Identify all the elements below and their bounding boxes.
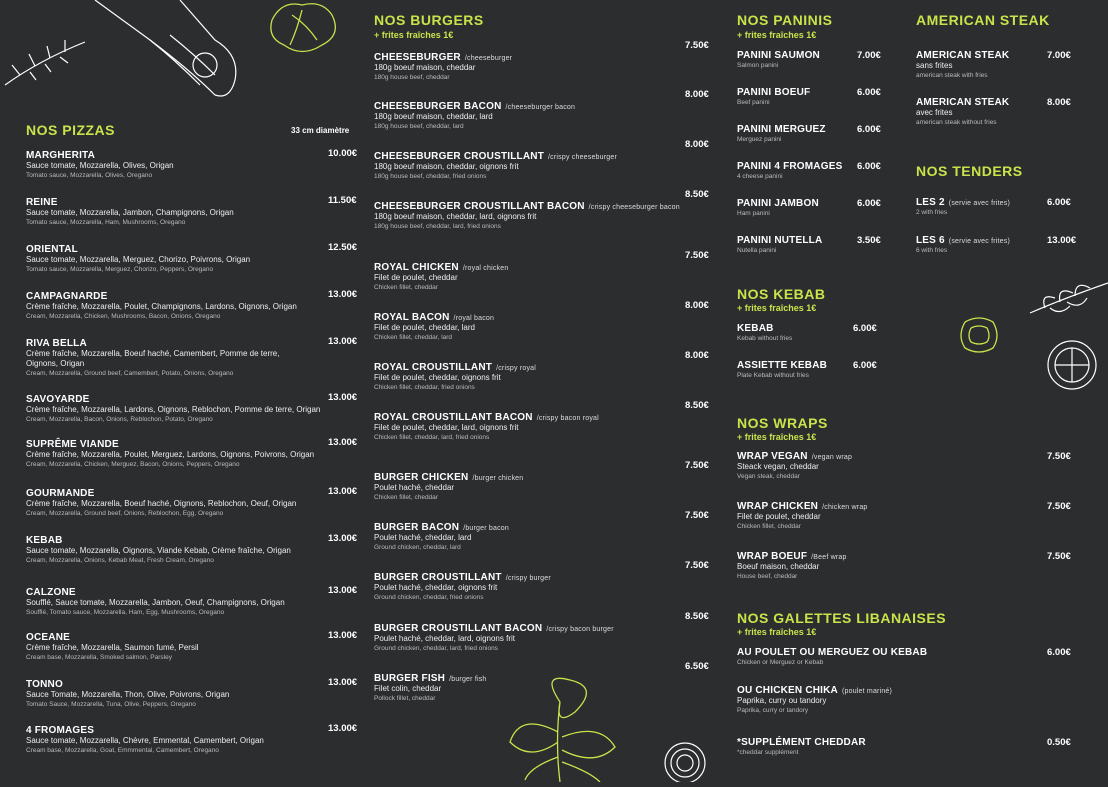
item-description-en: 180g house beef, cheddar, fried onions [374,173,487,180]
item-description: 180g boeuf maison, cheddar, oignons frit [374,162,519,171]
item-description-en: Cream, Mozzarella, Bacon, Onions, Reblochon, Potato, Oregano [26,416,213,423]
wrap-illustration [0,0,250,110]
menu-item [737,124,887,144]
item-description-en: 4 cheese panini [737,173,783,180]
item-description-en: Ground chicken, cheddar, lard, fried onions [374,645,498,652]
item-name: BURGER CROUSTILLANT /crispy burger [374,572,551,583]
item-description-en: Tomato sauce, Mozzarella, Ham, Mushrooms, Oregano [26,219,186,226]
item-price: 13.00€ [328,437,358,448]
item-name: AMERICAN STEAK [916,97,1010,108]
item-price: 7.50€ [1047,501,1071,512]
item-price: 13.00€ [328,677,358,688]
item-description: Crème fraîche, Mozzarella, Lardons, Oignons, Reblochon, Pomme de terre, Origan [26,405,321,414]
item-description: Crème fraîche, Mozzarella, Boeuf haché, Camembert, Pomme de terre, [26,349,280,358]
menu-item [374,510,716,552]
item-name: PANINI 4 FROMAGES [737,161,843,172]
item-price: 7.00€ [1047,50,1071,61]
item-description-en: 6 with fries [916,247,948,254]
item-description: Crème fraîche, Mozzarella, Boeuf haché, Oignons, Reblochon, Oeuf, Origan [26,499,297,508]
galettes-subtitle: + frites fraîches 1€ [737,627,817,637]
item-name: MARGHERITA [26,150,96,161]
item-name: GOURMANDE [26,488,95,499]
item-price: 13.00€ [328,533,358,544]
item-description-en: Salmon panini [737,62,779,69]
item-description: Poulet haché, cheddar, lard, oignons frit [374,634,515,643]
menu-item [737,235,887,255]
item-description: Filet de poulet, cheddar [737,512,821,521]
item-description-en: Merguez panini [737,136,782,143]
menu-item [26,338,360,378]
item-price: 8.50€ [685,400,709,411]
item-name: OU CHICKEN CHIKA (poulet mariné) [737,685,893,696]
menu-item [737,87,887,107]
item-name: ORIENTAL [26,244,78,255]
item-price: 7.50€ [1047,451,1071,462]
item-description: Filet de poulet, cheddar, lard [374,323,475,332]
item-name-en: /crispy royal [496,365,537,372]
item-description: Filet de poulet, cheddar, oignons frit [374,373,501,382]
item-description-en: Chicken fillet, cheddar [737,523,801,530]
item-name: 4 FROMAGES [26,725,95,736]
menu-item [26,587,360,617]
item-description-en: Tomato Sauce, Mozzarella, Tuna, Olive, Peppers, Oregano [26,701,196,708]
item-price: 8.00€ [1047,97,1071,108]
item-description: Oignons, Origan [26,359,85,368]
item-description: Sauce tomate, Mozzarella, Chèvre, Emmental, Camembert, Origan [26,736,264,745]
item-description: Filet de poulet, cheddar, lard, oignons frit [374,423,519,432]
item-name: LES 6 (servie avec frites) [916,235,1010,246]
menu-item [374,250,716,292]
menu-item [374,350,716,392]
item-price: 13.00€ [328,336,358,347]
item-price: 7.50€ [685,510,709,521]
item-price: 6.00€ [857,87,881,98]
item-description-en: Chicken fillet, cheddar [374,284,438,291]
item-description-en: Pollock fillet, cheddar [374,695,436,702]
item-description: Filet de poulet, cheddar [374,273,458,282]
item-price: 13.00€ [1047,235,1077,246]
item-name: PANINI NUTELLA [737,235,823,246]
item-description: Filet colin, cheddar [374,684,442,693]
menu-item [26,679,360,709]
item-name: PANINI SAUMON [737,50,820,61]
item-name: CALZONE [26,587,76,598]
item-description-en: Chicken or Merguez or Kebab [737,659,824,666]
item-name-en: /crispy cheeseburger bacon [588,204,680,211]
item-price: 8.50€ [685,611,709,622]
item-description-en: Chicken fillet, cheddar, fried onions [374,384,475,391]
item-name: TONNO [26,679,63,690]
supplement-item [737,737,1077,757]
menu-item [26,439,360,469]
item-name: PANINI JAMBON [737,198,819,209]
item-description-en: *cheddar supplément [737,749,799,756]
item-name: BURGER CHICKEN /burger chicken [374,472,524,483]
item-name: SAVOYARDE [26,394,90,405]
item-description: sans frites [916,61,953,70]
item-name: CHEESEBURGER CROUSTILLANT /crispy cheeseburger [374,151,617,162]
menu-item [916,50,1081,80]
menu-item [374,139,716,181]
burgers-title: NOS BURGERS [374,12,484,28]
item-price: 7.00€ [857,50,881,61]
item-description-en: Kebab without fries [737,335,793,342]
menu-item [26,291,360,321]
item-description-en: Tomato sauce, Mozzarella, Merguez, Chorizo, Peppers, Oregano [26,266,214,273]
item-name-en: /crispy burger [505,575,551,582]
item-price: 8.00€ [685,300,709,311]
item-name: CHEESEBURGER CROUSTILLANT BACON /crispy cheeseburger bacon [374,201,680,212]
menu-item [374,560,716,602]
menu-item [737,50,887,70]
tomato-slice-illustration [1045,338,1100,393]
item-description: Poulet haché, cheddar [374,483,455,492]
menu-item [916,97,1081,127]
pepper-illustration [955,312,1003,358]
item-name-en: /burger fish [449,676,487,683]
item-description-en: american steak with fries [916,72,988,79]
item-name: WRAP BOEUF /Beef wrap [737,551,847,562]
item-description-en: Cream, Mozzarella, Chicken, Merguez, Bacon, Onions, Peppers, Oregano [26,461,240,468]
item-description-en: Ground chicken, cheddar, fried onions [374,594,484,601]
item-name-en: (servie avec frites) [948,200,1010,207]
item-name: AU POULET OU MERGUEZ OU KEBAB [737,647,928,658]
item-description-en: Cream, Mozzarella, Chicken, Mushrooms, Bacon, Onions, Oregano [26,313,221,320]
item-description: Crème fraîche, Mozzarella, Poulet, Merguez, Lardons, Oignons, Poivrons, Origan [26,450,315,459]
item-description: avec frites [916,108,953,117]
item-description-en: Chicken fillet, cheddar [374,494,438,501]
item-description-en: Nutella panini [737,247,777,254]
item-name: CHEESEBURGER /cheeseburger [374,52,513,63]
item-description-en: Cream, Mozzarella, Ground beef, Camembert, Potato, Onions, Oregano [26,370,234,377]
item-description-en: 180g house beef, cheddar [374,74,450,81]
item-name: BURGER CROUSTILLANT BACON /crispy bacon burger [374,623,614,634]
item-name: ROYAL CROUSTILLANT /crispy royal [374,362,537,373]
item-name-en: (servie avec frites) [948,238,1010,245]
menu-item [374,40,716,82]
item-description-en: 2 with fries [916,209,948,216]
item-price: 8.00€ [685,350,709,361]
galettes-title: NOS GALETTES LIBANAISES [737,610,947,626]
item-name: BURGER FISH /burger fish [374,673,487,684]
item-description-en: Chicken fillet, cheddar, lard [374,334,453,341]
item-name-en: /burger bacon [463,525,509,532]
item-name: ROYAL CROUSTILLANT BACON /crispy bacon royal [374,412,599,423]
menu-item [916,197,1081,217]
item-name: WRAP VEGAN /vegan wrap [737,451,853,462]
item-price: 6.00€ [853,323,877,334]
item-description: 180g boeuf maison, cheddar [374,63,476,72]
item-price: 13.00€ [328,723,358,734]
item-price: 13.00€ [328,289,358,300]
menu-item [737,451,1077,481]
item-name-en: /vegan wrap [811,454,853,461]
item-description-en: Ground chicken, cheddar, lard [374,544,461,551]
wraps-subtitle: + frites fraîches 1€ [737,432,817,442]
item-name: PANINI MERGUEZ [737,124,826,135]
item-name: KEBAB [26,535,63,546]
item-name-en: (poulet mariné) [841,688,893,695]
item-name-en: /crispy cheeseburger [548,154,617,161]
item-description: Steack vegan, cheddar [737,462,819,471]
menu-item [26,244,360,274]
item-price: 13.00€ [328,630,358,641]
item-description: 180g boeuf maison, cheddar, lard, oignons frit [374,212,537,221]
item-price: 10.00€ [328,148,358,159]
item-name: CAMPAGNARDE [26,291,108,302]
onion-illustration [660,735,710,782]
item-price: 8.00€ [685,139,709,150]
menu-item [26,725,360,755]
menu-item [374,460,716,502]
item-description: Sauce tomate, Mozzarella, Merguez, Chorizo, Poivrons, Origan [26,255,251,264]
menu-item [26,197,360,227]
item-name-en: /crispy bacon royal [536,415,599,422]
item-name-en: /royal chicken [462,265,509,272]
item-price: 7.50€ [1047,551,1071,562]
item-name-en: /royal bacon [453,315,495,322]
item-description-en: Plate Kebab without fries [737,372,809,379]
menu-item [26,150,360,180]
menu-item [737,323,887,343]
item-name: CHEESEBURGER BACON /cheeseburger bacon [374,101,576,112]
item-description-en: Cream, Mozzarella, Onions, Kebab Meat, Fresh Cream, Oregano [26,557,214,564]
item-name: OCEANE [26,632,70,643]
arugula-illustration [1025,278,1108,318]
item-price: 8.00€ [685,89,709,100]
item-price: 13.00€ [328,585,358,596]
item-price: 6.50€ [685,661,709,672]
item-price: 7.50€ [685,460,709,471]
item-description: Paprika, curry ou tandory [737,696,827,705]
item-description: 180g boeuf maison, cheddar, lard [374,112,493,121]
menu-item [916,235,1081,255]
menu-item [737,360,887,380]
item-description: Crème fraîche, Mozzarella, Saumon fumé, Persil [26,643,199,652]
item-name: ROYAL BACON /royal bacon [374,312,495,323]
menu-item [374,400,716,442]
item-price: 6.00€ [857,161,881,172]
pizza-size-note: 33 cm diamètre [291,126,350,135]
item-description: Sauce tomate, Mozzarella, Oignons, Viande Kebab, Crème fraîche, Origan [26,546,291,555]
item-description-en: House beef, cheddar [737,573,798,580]
paninis-subtitle: + frites fraîches 1€ [737,30,817,40]
pizzas-title: NOS PIZZAS [26,122,116,138]
item-name: WRAP CHICKEN /chicken wrap [737,501,868,512]
item-description-en: Ham panini [737,210,770,217]
tenders-title: NOS TENDERS [916,163,1023,179]
menu-item [737,685,1077,715]
item-name: PANINI BOEUF [737,87,811,98]
item-description-en: Cream base, Mozzarella, Smoked salmon, Parsley [26,654,172,661]
item-name-en: /cheeseburger bacon [505,104,576,111]
item-description-en: Paprika, curry or tandory [737,707,809,714]
item-name: AMERICAN STEAK [916,50,1010,61]
item-name-en: /chicken wrap [822,504,868,511]
item-name: KEBAB [737,323,774,334]
item-description-en: Tomato sauce, Mozzarella, Olives, Oregano [26,172,153,179]
item-name: ASSIETTE KEBAB [737,360,828,371]
item-price: 8.50€ [685,189,709,200]
kebab-title: NOS KEBAB [737,286,826,302]
item-price: 6.00€ [853,360,877,371]
item-description: Boeuf maison, cheddar [737,562,820,571]
item-name: *SUPPLÉMENT CHEDDAR [737,737,866,748]
item-price: 7.50€ [685,40,709,51]
menu-item [374,300,716,342]
lettuce-illustration [262,0,347,60]
item-price: 6.00€ [1047,197,1071,208]
item-name-en: /cheeseburger [464,55,513,62]
menu-item [737,647,1077,667]
item-description-en: Soufflé, Tomato sauce, Mozzarella, Ham, Egg, Mushrooms, Oregano [26,609,225,616]
item-price: 0.50€ [1047,737,1071,748]
item-name: ROYAL CHICKEN /royal chicken [374,262,509,273]
item-name: BURGER BACON /burger bacon [374,522,509,533]
item-description-en: american steak without fries [916,119,997,126]
item-description: Crème fraîche, Mozzarella, Poulet, Champignons, Lardons, Oignons, Origan [26,302,297,311]
item-name: REINE [26,197,58,208]
item-name-en: /crispy bacon burger [546,626,614,633]
item-price: 3.50€ [857,235,881,246]
item-price: 11.50€ [328,195,357,206]
item-price: 6.00€ [857,124,881,135]
item-description: Sauce tomate, Mozzarella, Olives, Origan [26,161,174,170]
item-description: Sauce Tomate, Mozzarella, Thon, Olive, Poivrons, Origan [26,690,230,699]
item-name: LES 2 (servie avec frites) [916,197,1010,208]
item-price: 13.00€ [328,392,358,403]
menu-item [374,611,716,653]
menu-item [26,535,360,565]
menu-item [737,501,1077,531]
item-price: 13.00€ [328,486,358,497]
item-description-en: Chicken fillet, cheddar, lard, fried onions [374,434,490,441]
menu-item [737,161,887,181]
item-name: RIVA BELLA [26,338,87,349]
item-description-en: Beef panini [737,99,770,106]
menu-item [374,189,716,231]
item-description: Sauce tomate, Mozzarella, Jambon, Champignons, Origan [26,208,234,217]
item-name: SUPRÊME VIANDE [26,439,119,450]
item-description-en: 180g house beef, cheddar, lard, fried onions [374,223,501,230]
item-description-en: 180g house beef, cheddar, lard [374,123,464,130]
item-description: Soufflé, Sauce tomate, Mozzarella, Jambon, Oeuf, Champignons, Origan [26,598,285,607]
paninis-title: NOS PANINIS [737,12,833,28]
menu-item [26,394,360,424]
item-description: Poulet haché, cheddar, lard [374,533,472,542]
item-description-en: Vegan steak, cheddar [737,473,800,480]
item-name-en: /Beef wrap [811,554,847,561]
item-price: 6.00€ [857,198,881,209]
menu-item [737,551,1077,581]
wraps-title: NOS WRAPS [737,415,828,431]
menu-item [737,198,887,218]
item-price: 12.50€ [328,242,358,253]
item-description-en: Cream base, Mozzarella, Goat, Emmmental, Camembert, Oregano [26,747,219,754]
menu-item [374,89,716,131]
burgers-subtitle: + frites fraîches 1€ [374,30,454,40]
item-price: 7.50€ [685,250,709,261]
item-price: 6.00€ [1047,647,1071,658]
item-description: Poulet haché, cheddar, oignons frit [374,583,498,592]
item-description-en: Cream, Mozzarella, Ground beef, Onions, Reblochon, Egg, Oregano [26,510,224,517]
menu-item [26,488,360,518]
menu-item [374,661,716,703]
item-price: 7.50€ [685,560,709,571]
item-name-en: /burger chicken [472,475,524,482]
menu-item [26,632,360,662]
steak-title: AMERICAN STEAK [916,12,1050,28]
kebab-subtitle: + frites fraîches 1€ [737,303,817,313]
